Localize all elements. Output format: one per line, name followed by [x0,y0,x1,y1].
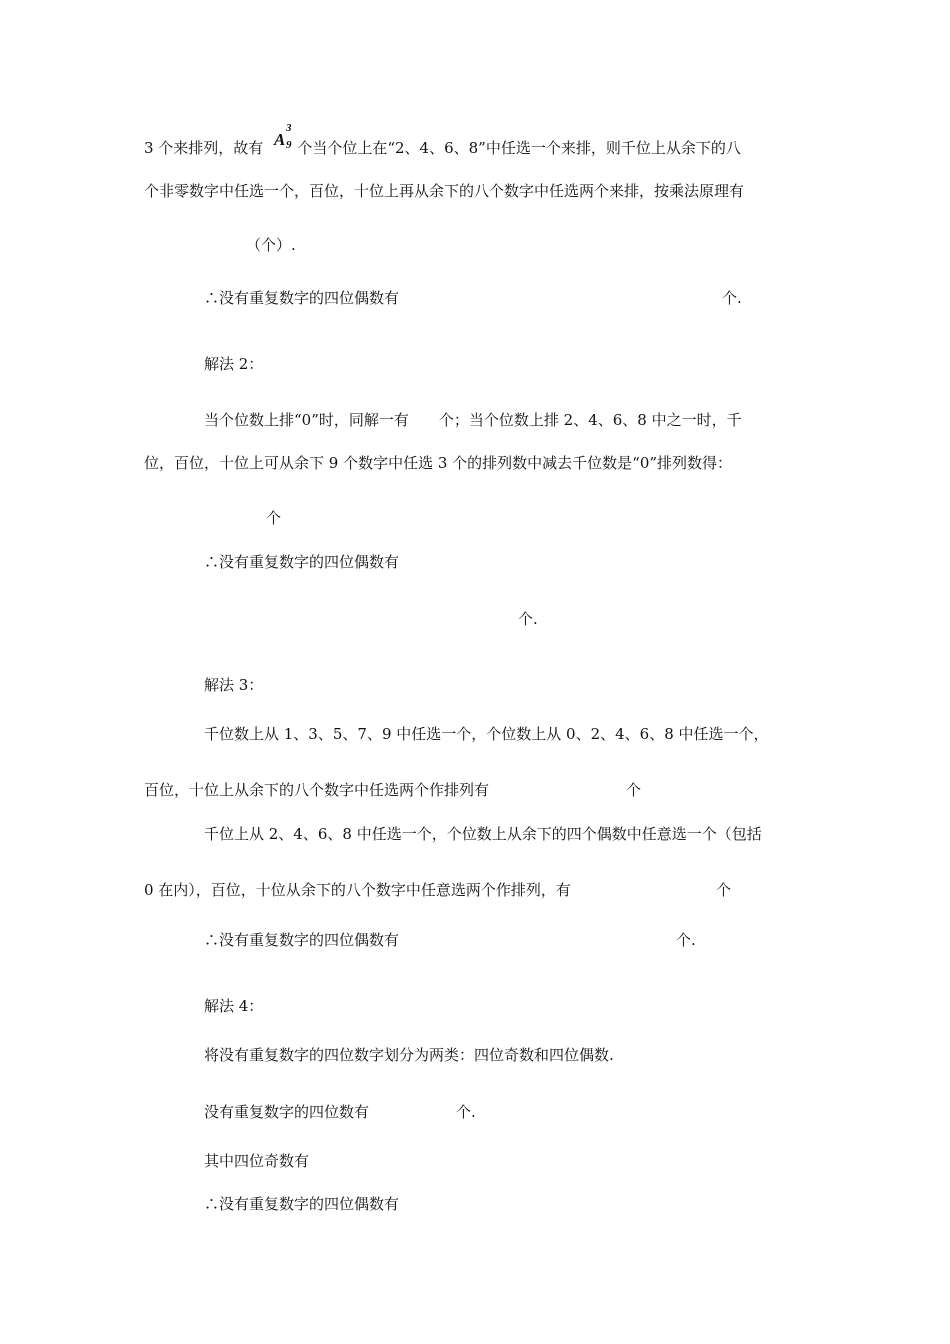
formula-result: 个 [716,881,732,899]
paragraph-line: 3 个来排列，故有 个当个位上在“2、4、6、8”中任选一个来排，则千位上从余下的八 [144,139,741,157]
paragraph-line: 位，百位，十位上可从余下 9 个数字中任选 3 个的排列数中减去千位数是“0”排列数得： [144,454,733,472]
method-heading: 解法 3： [204,676,264,694]
conclusion-unit: 个. [676,931,696,949]
paragraph-line: 其中四位奇数有 [204,1152,310,1170]
paragraph-line: 千位上从 2、4、6、8 中任选一个，个位数上从余下的四个偶数中任意选一个（包括 [204,825,762,843]
paragraph-line: 千位数上从 1、3、5、7、9 中任选一个，个位数上从 0、2、4、6、8 中任选一个， [204,725,769,743]
paragraph-line: 将没有重复数字的四位数字划分为两类：四位奇数和四位偶数. [204,1046,614,1064]
conclusion-text: ∴没有重复数字的四位偶数有 [204,931,400,949]
conclusion-text: ∴没有重复数字的四位偶数有 [204,553,400,571]
conclusion-text: ∴没有重复数字的四位偶数有 [204,1195,400,1213]
formula-result: 个 [626,781,642,799]
formula-result: 个 [266,509,282,527]
paragraph-line: 个非零数字中任选一个，百位，十位上再从余下的八个数字中任选两个来排，按乘法原理有 [144,182,745,200]
conclusion-unit: 个. [518,610,538,628]
conclusion-unit: 个. [722,289,742,307]
method-heading: 解法 2： [204,355,264,373]
paragraph-line: 当个位数上排“0”时，同解一有 个；当个位数上排 2、4、6、8 中之一时，千 [204,411,742,429]
paragraph-line: 百位，十位上从余下的八个数字中任选两个作排列有 [144,781,490,799]
conclusion-text: ∴没有重复数字的四位偶数有 [204,289,400,307]
formula-result: （个）. [246,236,296,254]
method-heading: 解法 4： [204,997,264,1015]
formula-result: 个. [456,1103,476,1121]
paragraph-line: 0 在内），百位，十位从余下的八个数字中任意选两个作排列，有 [144,881,571,899]
paragraph-line: 没有重复数字的四位数有 [204,1103,370,1121]
